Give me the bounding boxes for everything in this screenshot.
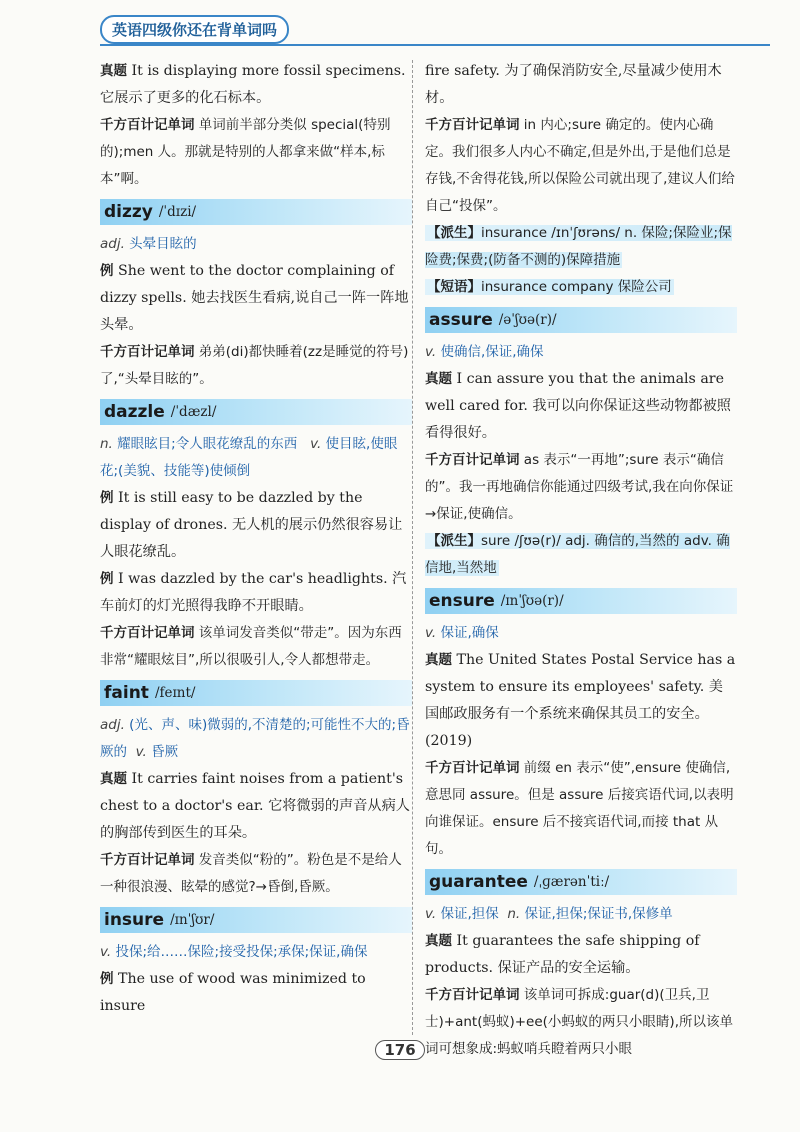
memory-text: 弟弟(di)都快睡着(zz是睡觉的符号)了,“头晕目眩的”。 <box>100 344 409 387</box>
example-text: It carries faint noises from a patient's chest to a doctor's ear. 它将微弱的声音从病人的胸部传到医生的耳朵。 <box>100 771 410 841</box>
example-text: It is still easy to be dazzled by the display of drones. 无人机的展示仍然很容易让人眼花缭乱。 <box>100 490 403 560</box>
label-memory: 千方百计记单词 <box>100 117 195 133</box>
example <box>100 485 412 566</box>
phonetic: /ˈdæzl/ <box>170 403 217 420</box>
definition <box>100 712 412 766</box>
label-derivation: 【派生】 <box>427 225 481 241</box>
label-example: 例 <box>100 571 114 587</box>
example-text: She went to the doctor complaining of dizzy spells. 她去找医生看病,说自己一阵一阵地头晕。 <box>100 263 409 333</box>
example <box>425 366 737 447</box>
page-footer <box>0 1040 800 1060</box>
page-number: 176 <box>375 1040 424 1060</box>
entry-insure-header <box>100 907 412 933</box>
memory-text: as 表示“一再地”;sure 表示“确信的”。我一再地确信你能通过四级考试,我在向你保证→保证,使确信。 <box>425 452 734 522</box>
memory-tip <box>425 447 737 528</box>
headword: ensure <box>429 590 495 611</box>
example-continued <box>425 58 737 112</box>
part-of-speech: v. <box>310 436 322 452</box>
definition-text: 昏厥 <box>146 744 179 760</box>
definition <box>100 431 412 485</box>
specimen-example <box>100 58 412 112</box>
headword: dazzle <box>104 401 165 422</box>
part-of-speech: v. <box>425 906 437 922</box>
example-text: I was dazzled by the car's headlights. 汽车前灯的灯光照得我睁不开眼睛。 <box>100 571 407 614</box>
definition-text: 保证,担保 <box>436 906 499 922</box>
header-rule <box>100 44 770 46</box>
running-header <box>100 14 289 44</box>
memory-text: 前缀 en 表示“使”,ensure 使确信,意思同 assure。但是 assure 后接宾语代词,以表明向谁保证。ensure 后不接宾语代词,而接 that 从句。 <box>425 760 734 857</box>
label-memory: 千方百计记单词 <box>425 452 520 468</box>
derivation-text: insurance /ɪnˈʃʊrəns/ n. 保险;保险业;保险费;保费;(防备不测的)保障措施 <box>425 225 732 268</box>
example <box>100 258 412 339</box>
memory-text: 单词前半部分类似 special(特别的);men 人。那就是特别的人都拿来做“样本,标本”啊。 <box>100 117 391 187</box>
label-example: 例 <box>100 490 114 506</box>
phonetic: /əˈʃʊə(r)/ <box>498 311 557 328</box>
definition <box>425 339 737 366</box>
entry-guarantee-header <box>425 869 737 895</box>
definition-text: 保证,担保;保证书,保修单 <box>520 906 673 922</box>
left-column <box>100 58 412 1020</box>
part-of-speech: n. <box>100 436 113 452</box>
part-of-speech: v. <box>100 944 112 960</box>
derivation <box>425 220 737 274</box>
memory-text: in 内心;sure 确定的。使内心确定。我们很多人内心不确定,但是外出,于是他们总是存钱,不舍得花钱,所以保险公司就出现了,建议人们给自己“投保”。 <box>425 117 735 214</box>
headword: assure <box>429 309 493 330</box>
headword: insure <box>104 909 165 930</box>
label-memory: 千方百计记单词 <box>425 760 520 776</box>
example-text: The use of wood was minimized to insure <box>100 971 366 1014</box>
label-zhenti: 真题 <box>425 933 452 949</box>
headword: faint <box>104 682 149 703</box>
part-of-speech: adj. <box>100 236 125 252</box>
example <box>100 966 412 1020</box>
label-zhenti: 真题 <box>425 371 452 387</box>
part-of-speech: n. <box>507 906 521 922</box>
definition-text: 耀眼眩目;令人眼花缭乱的东西 <box>112 436 298 452</box>
definition-text: 投保;给……保险;接受投保;承保;保证,确保 <box>111 944 368 960</box>
memory-tip <box>100 620 412 674</box>
phrase-text: insurance company 保险公司 <box>481 279 672 295</box>
memory-tip <box>425 112 737 220</box>
memory-text: 发音类似“粉的”。粉色是不是给人一种很浪漫、眩晕的感觉?→昏倒,昏厥。 <box>100 852 402 895</box>
book-title: 英语四级你还在背单词吗 <box>100 15 289 44</box>
part-of-speech: v. <box>425 625 437 641</box>
definition-text: 头晕目眩的 <box>124 236 197 252</box>
part-of-speech: adj. <box>100 717 125 733</box>
label-memory: 千方百计记单词 <box>425 987 520 1003</box>
definition-text: 保证,确保 <box>436 625 499 641</box>
label-zhenti: 真题 <box>425 652 452 668</box>
entry-dazzle-header <box>100 399 412 425</box>
label-phrase: 【短语】 <box>427 279 481 295</box>
entry-assure-header <box>425 307 737 333</box>
label-example: 例 <box>100 263 114 279</box>
example <box>425 647 737 755</box>
example <box>100 766 412 847</box>
entry-faint-header <box>100 680 412 706</box>
phonetic: /ˌɡærənˈtiː/ <box>533 873 610 890</box>
definition <box>425 901 737 928</box>
phrase <box>425 274 737 301</box>
part-of-speech: v. <box>425 344 437 360</box>
definition-text: (光、声、味)微弱的,不清楚的;可能性不大的;昏厥的 <box>100 717 410 760</box>
derivation <box>425 528 737 582</box>
label-derivation: 【派生】 <box>427 533 481 549</box>
derivation-text: sure /ʃʊə(r)/ adj. 确信的,当然的 adv. 确信地,当然地 <box>425 533 730 576</box>
entry-ensure-header <box>425 588 737 614</box>
label-example: 例 <box>100 971 114 987</box>
headword: guarantee <box>429 871 528 892</box>
label-memory: 千方百计记单词 <box>100 625 195 641</box>
label-zhenti: 真题 <box>100 771 127 787</box>
part-of-speech: v. <box>135 744 147 760</box>
phonetic: /ɪnˈʃʊr/ <box>170 911 215 928</box>
label-memory: 千方百计记单词 <box>100 852 195 868</box>
definition <box>100 231 412 258</box>
memory-tip <box>100 339 412 393</box>
definition <box>100 939 412 966</box>
phonetic: /feɪnt/ <box>154 684 196 701</box>
memory-tip <box>425 755 737 863</box>
entry-dizzy-header <box>100 199 412 225</box>
label-memory: 千方百计记单词 <box>425 117 520 133</box>
definition <box>425 620 737 647</box>
example <box>425 928 737 982</box>
column-divider <box>412 60 414 1035</box>
right-column <box>425 58 737 1063</box>
memory-tip <box>100 847 412 901</box>
example-text: I can assure you that the animals are well cared for. 我可以向你保证这些动物都被照看得很好。 <box>425 371 731 441</box>
memory-text: 该单词可拆成:guar(d)(卫兵,卫士)+ant(蚂蚁)+ee(小蚂蚁的两只小眼睛),所以该单词可想象成:蚂蚁哨兵瞪着两只小眼 <box>425 987 733 1057</box>
memory-text: 该单词发音类似“带走”。因为东西非常“耀眼炫目”,所以很吸引人,令人都想带走。 <box>100 625 402 668</box>
phonetic: /ˈdɪzi/ <box>158 203 197 220</box>
headword: dizzy <box>104 201 153 222</box>
example-text: It guarantees the safe shipping of products. 保证产品的安全运输。 <box>425 933 700 976</box>
definition-text: 使确信,保证,确保 <box>436 344 544 360</box>
specimen-memory <box>100 112 412 193</box>
label-zhenti: 真题 <box>100 63 127 79</box>
phonetic: /ɪnˈʃʊə(r)/ <box>500 592 564 609</box>
example-text: It is displaying more fossil specimens. 它展示了更多的化石标本。 <box>100 63 406 106</box>
definition-text: 使目眩,使眼花;(美貌、技能等)使倾倒 <box>100 436 398 479</box>
example-text: The United States Postal Service has a system to ensure its employees' safety. 美国邮政服务有一个系统来确保其员工的安全。(2019) <box>425 652 736 749</box>
example <box>100 566 412 620</box>
example-text: fire safety. 为了确保消防安全,尽量减少使用木材。 <box>425 63 722 106</box>
label-memory: 千方百计记单词 <box>100 344 195 360</box>
